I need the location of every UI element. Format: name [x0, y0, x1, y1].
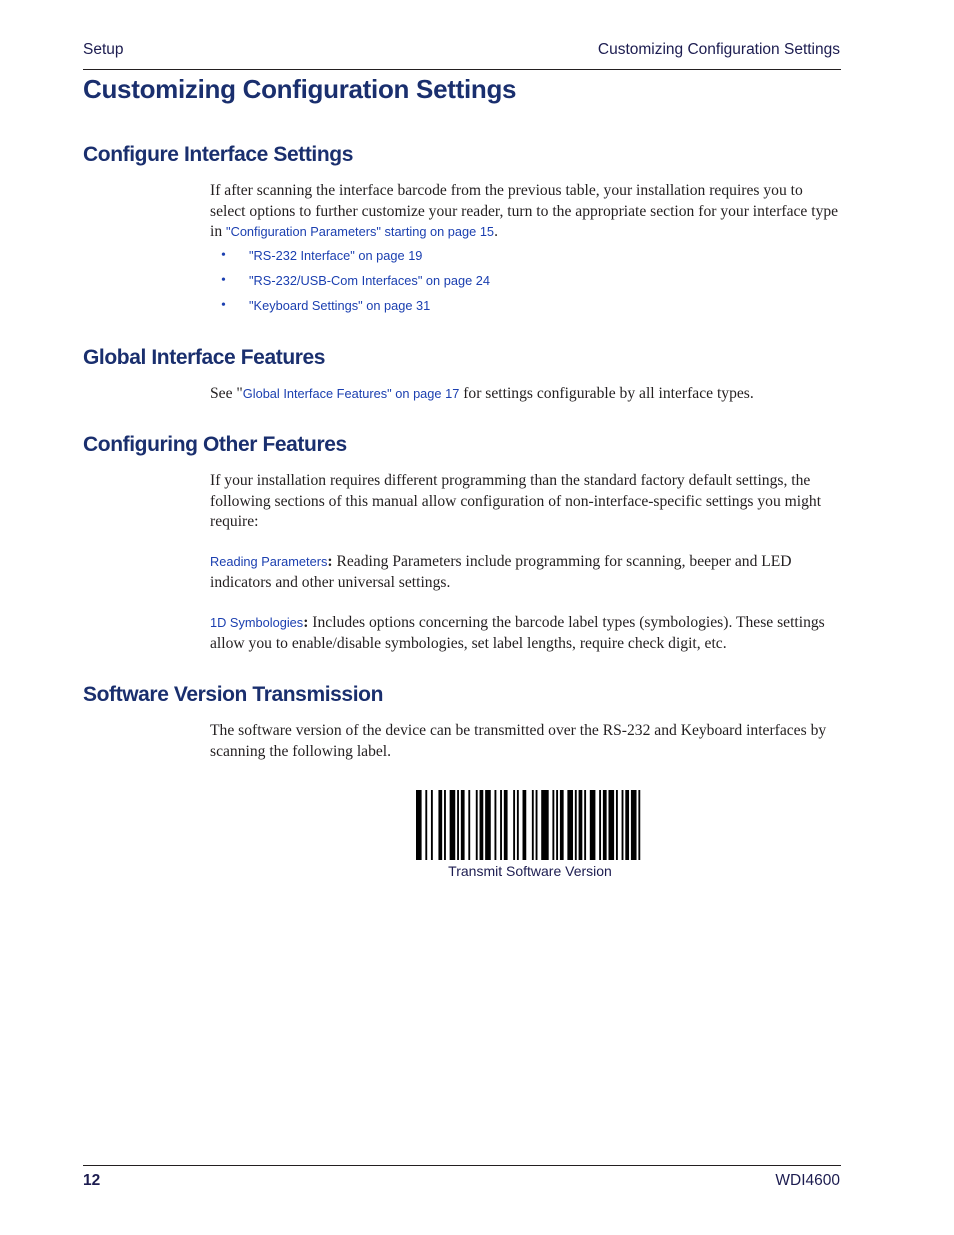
barcode-bar	[575, 790, 577, 860]
barcode-bar	[638, 790, 640, 860]
barcode-bar	[438, 790, 442, 860]
global-interface-text-pre: See "	[210, 385, 243, 402]
heading-other-features: Configuring Other Features	[83, 433, 347, 456]
barcode-bar	[416, 790, 422, 860]
configure-interface-text: If after scanning the interface barcode from the previous table, your installation requires you to select options to further customize your reader, turn to the appropriate section for your interface type in	[210, 182, 839, 240]
list-item	[210, 246, 490, 271]
footer-rule	[83, 1165, 841, 1166]
colon: :	[303, 614, 309, 631]
colon: :	[327, 553, 333, 570]
barcode-bar	[608, 790, 614, 860]
symbologies-paragraph	[210, 613, 842, 654]
link-keyboard-settings[interactable]: "Keyboard Settings" on page 31	[249, 298, 431, 313]
barcode-bar	[476, 790, 478, 860]
reading-parameters-text: Reading Parameters include programming for scanning, beeper and LED indicators and other universal settings.	[210, 553, 792, 591]
barcode-image[interactable]	[416, 790, 644, 860]
list-item	[210, 296, 490, 321]
list-item	[210, 271, 490, 296]
barcode-bar	[517, 790, 519, 860]
barcode-bar	[616, 790, 618, 860]
running-header-left: Setup	[83, 41, 124, 58]
interface-link-list	[210, 246, 490, 321]
barcode-bar	[513, 790, 515, 860]
barcode-bar	[532, 790, 534, 860]
configure-interface-text-end: .	[494, 223, 498, 240]
bullet-icon: •	[221, 273, 226, 288]
barcode-bar	[523, 790, 527, 860]
document-name: WDI4600	[775, 1172, 840, 1189]
barcode-bar	[625, 790, 629, 860]
link-configuration-parameters[interactable]: "Configuration Parameters" starting on page 15	[226, 224, 495, 239]
barcode-bar	[584, 790, 586, 860]
barcode-bar	[425, 790, 427, 860]
global-interface-paragraph	[210, 384, 842, 405]
barcode-bar	[541, 790, 548, 860]
barcode-bar	[431, 790, 433, 860]
heading-global-interface: Global Interface Features	[83, 346, 326, 369]
barcode-bar	[444, 790, 446, 860]
symbologies-text: Includes options concerning the barcode label types (symbologies). These settings allow you to enable/disable symbologies, set label lengths, require check digit, etc.	[210, 614, 825, 652]
global-interface-text-post: for settings configurable by all interface types.	[459, 385, 754, 402]
heading-configure-interface: Configure Interface Settings	[83, 143, 354, 166]
barcode-bar	[599, 790, 601, 860]
barcode-bar	[536, 790, 538, 860]
barcode-bar	[603, 790, 607, 860]
barcode-bar	[622, 790, 624, 860]
barcode-bar	[567, 790, 573, 860]
barcode-bar	[552, 790, 554, 860]
barcode-bar	[461, 790, 465, 860]
reading-parameters-paragraph	[210, 552, 842, 593]
barcode-bar	[556, 790, 558, 860]
other-features-intro: If your installation requires different programming than the standard factory default settings, the following sections of this manual allow configuration of non-interface-specific settings you might require:	[210, 472, 822, 530]
barcode-bar	[480, 790, 484, 860]
barcode-bar	[631, 790, 637, 860]
barcode-bar	[457, 790, 459, 860]
bullet-icon: •	[221, 248, 226, 263]
bullet-icon: •	[221, 298, 226, 313]
barcode-bar	[450, 790, 456, 860]
heading-software-version: Software Version Transmission	[83, 683, 384, 706]
barcode-bar	[590, 790, 596, 860]
barcode-caption: Transmit Software Version	[448, 863, 612, 879]
header-rule	[83, 69, 841, 70]
link-global-interface-features[interactable]: Global Interface Features" on page 17	[242, 386, 460, 401]
software-version-paragraph: The software version of the device can be transmitted over the RS-232 and Keyboard interfaces by scanning the following label.	[210, 722, 827, 760]
barcode-bar	[494, 790, 496, 860]
page-title: Customizing Configuration Settings	[83, 74, 517, 104]
barcode-bar	[468, 790, 470, 860]
page-number: 12	[83, 1172, 101, 1189]
barcode-bar	[500, 790, 502, 860]
link-1d-symbologies[interactable]: 1D Symbologies	[210, 615, 304, 630]
barcode-bar	[579, 790, 583, 860]
barcode-bar	[560, 790, 564, 860]
link-rs232-interface[interactable]: "RS-232 Interface" on page 19	[249, 248, 423, 263]
running-header-right: Customizing Configuration Settings	[597, 41, 840, 58]
link-reading-parameters[interactable]: Reading Parameters	[210, 554, 328, 569]
link-rs232-usb-com[interactable]: "RS-232/USB-Com Interfaces" on page 24	[249, 273, 490, 288]
configure-interface-paragraph	[210, 181, 842, 243]
barcode-bar	[485, 790, 491, 860]
barcode-bar	[504, 790, 508, 860]
